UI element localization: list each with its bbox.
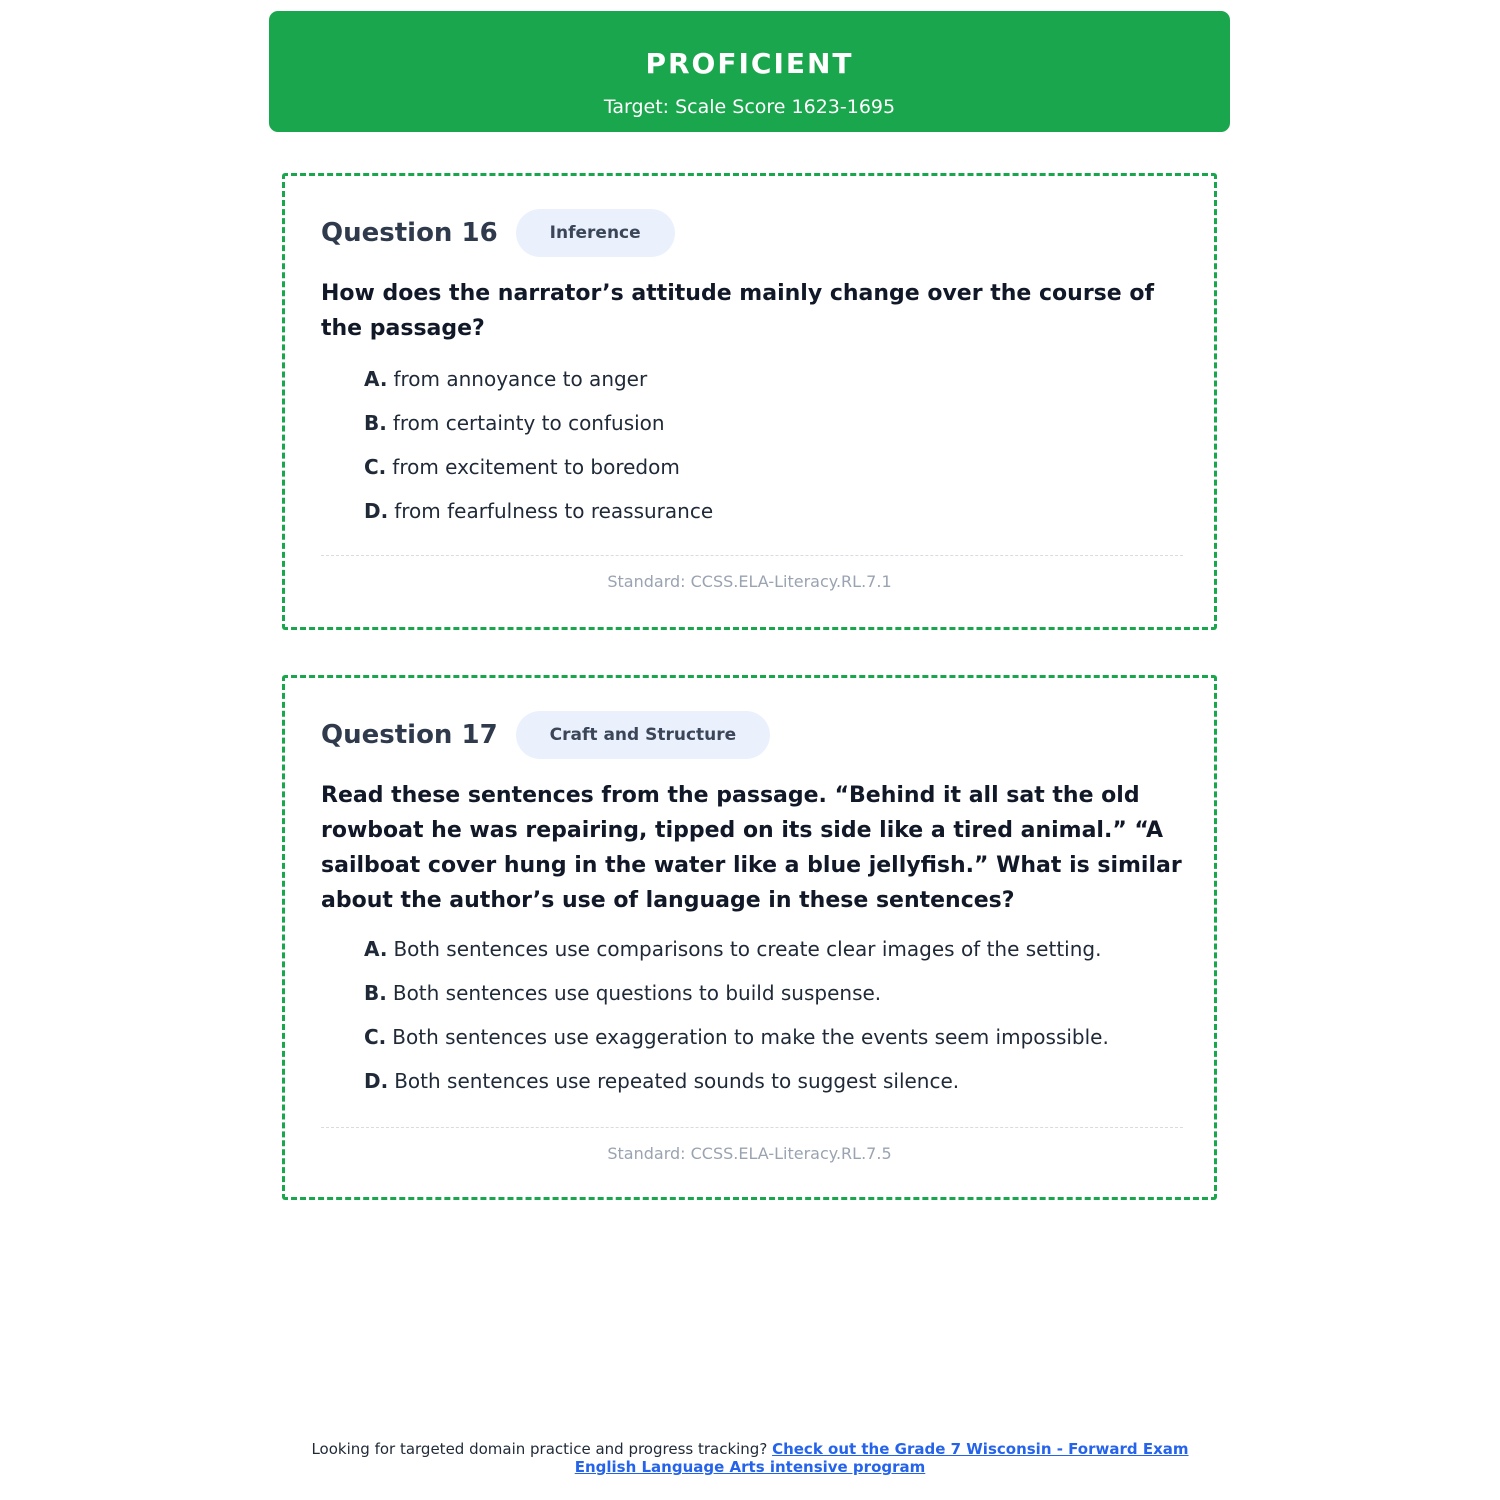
divider <box>321 555 1183 556</box>
question-text: How does the narrator’s attitude mainly change over the course of the passage? <box>321 281 1155 341</box>
option-text: from certainty to confusion <box>392 411 665 435</box>
option-letter: B. <box>364 981 387 1005</box>
option-letter: D. <box>364 1069 389 1093</box>
answer-option <box>364 454 713 498</box>
answer-option <box>364 366 713 410</box>
question-header <box>321 208 675 258</box>
category-badge: Craft and Structure <box>516 711 771 759</box>
option-text: Both sentences use repeated sounds to suggest silence. <box>394 1069 960 1093</box>
divider <box>321 1127 1183 1128</box>
category-badge: Inference <box>516 209 675 257</box>
question-card <box>282 173 1217 630</box>
answer-option <box>364 936 1109 980</box>
question-number: Question 17 <box>321 720 498 750</box>
option-letter: B. <box>364 411 387 435</box>
option-text: from annoyance to anger <box>393 367 648 391</box>
answer-option <box>364 410 713 454</box>
option-letter: C. <box>364 1025 387 1049</box>
footer <box>280 1440 1220 1476</box>
level-target-score: Target: Scale Score 1623-1695 <box>603 96 896 118</box>
option-letter: A. <box>364 367 388 391</box>
standard-label: Standard: CCSS.ELA-Literacy.RL.7.5 <box>607 1144 892 1163</box>
answer-option <box>364 980 1109 1024</box>
answer-option <box>364 498 713 542</box>
option-text: Both sentences use exaggeration to make the events seem impossible. <box>392 1025 1109 1049</box>
option-text: from excitement to boredom <box>392 455 680 479</box>
question-number: Question 16 <box>321 218 498 248</box>
program-link[interactable]: Check out the Grade 7 Wisconsin - Forward Exam English Language Arts intensive program <box>574 1440 1189 1476</box>
question-text: Read these sentences from the passage. “Behind it all sat the old rowboat he was repairing, tipped on its side like a tired animal.” “A sailboat cover hung in the water like a blue jellyfish.” What is similar about the author’s use of language in these sentences? <box>321 783 1182 913</box>
question-card <box>282 675 1217 1200</box>
answer-options <box>364 366 713 542</box>
level-banner <box>269 11 1230 132</box>
option-letter: A. <box>364 937 388 961</box>
answer-options <box>364 936 1109 1112</box>
standard-label: Standard: CCSS.ELA-Literacy.RL.7.1 <box>607 572 892 591</box>
answer-option <box>364 1024 1109 1068</box>
answer-option <box>364 1068 1109 1112</box>
option-letter: C. <box>364 455 387 479</box>
level-title: PROFICIENT <box>645 47 854 80</box>
option-text: from fearfulness to reassurance <box>394 499 714 523</box>
option-text: Both sentences use questions to build suspense. <box>392 981 882 1005</box>
option-letter: D. <box>364 499 389 523</box>
footer-text: Looking for targeted domain practice and progress tracking? <box>311 1440 773 1458</box>
question-header <box>321 710 770 760</box>
option-text: Both sentences use comparisons to create clear images of the setting. <box>393 937 1102 961</box>
